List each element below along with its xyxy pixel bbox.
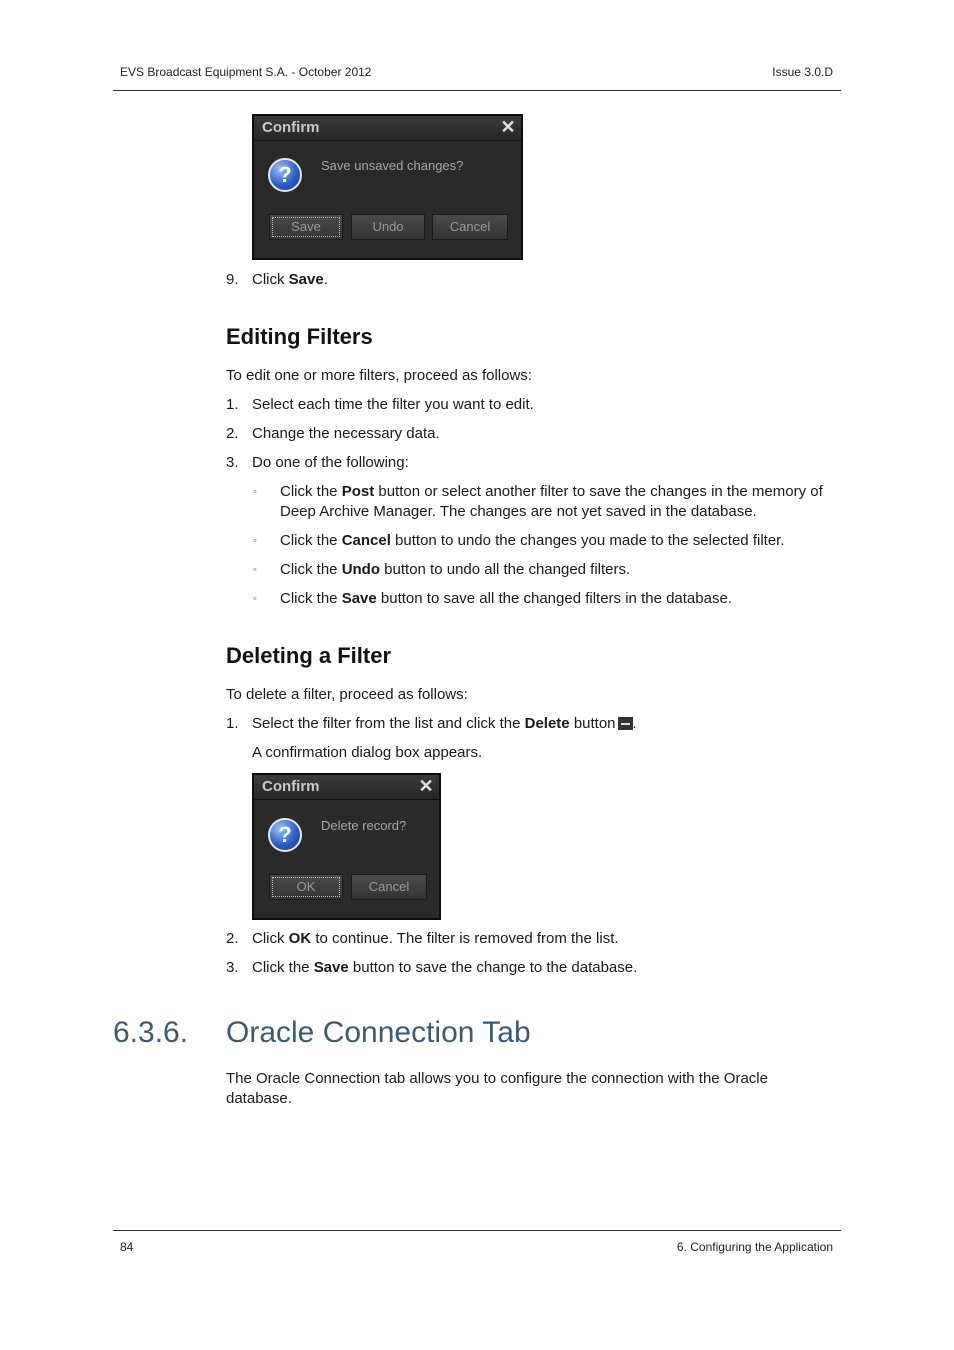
bullet-mark: ◦ <box>253 593 257 605</box>
deleting-step-3 <box>252 958 637 978</box>
step-number: 2. <box>226 425 239 442</box>
step-text-end: . <box>323 271 328 288</box>
bullet-text: Click the <box>280 532 342 549</box>
bullet-cancel <box>280 531 785 551</box>
minus-icon <box>618 717 633 730</box>
step-text-end: . <box>632 715 637 732</box>
deleting-step-2 <box>252 929 619 949</box>
header-left: EVS Broadcast Equipment S.A. - October 2012 <box>120 65 372 79</box>
bullet-mark: ◦ <box>253 535 257 547</box>
header-right: Issue 3.0.D <box>772 65 833 79</box>
dialog-titlebar <box>254 116 521 141</box>
question-icon: ? <box>268 818 302 852</box>
editing-filters-heading: Editing Filters <box>226 324 373 349</box>
close-icon[interactable]: ✕ <box>500 117 516 137</box>
save-button[interactable]: Save <box>269 214 343 240</box>
undo-button[interactable]: Undo <box>351 214 425 240</box>
dialog-message: Save unsaved changes? <box>321 158 464 173</box>
bullet-text-end: button to undo the changes you made to the selected filter. <box>390 532 785 549</box>
step-text-end: to continue. The filter is removed from the list. <box>311 930 619 947</box>
section-body-line2: database. <box>226 1090 292 1107</box>
editing-step-2: Change the necessary data. <box>252 425 440 442</box>
deleting-intro: To delete a filter, proceed as follows: <box>226 686 468 703</box>
bullet-undo <box>280 560 630 580</box>
bullet-text-end: button to save all the changed filters in the database. <box>376 590 732 607</box>
bold-term: Save <box>288 271 324 288</box>
page-number: 84 <box>120 1240 134 1254</box>
section-body-line1: The Oracle Connection tab allows you to configure the connection with the Oracle <box>226 1070 768 1087</box>
step-text: Select the filter from the list and click the <box>252 715 525 732</box>
cancel-button[interactable]: Cancel <box>351 874 427 900</box>
dialog-message: Delete record? <box>321 818 407 833</box>
confirm-dialog-save <box>252 114 523 260</box>
ok-button[interactable]: OK <box>269 874 343 900</box>
bullet-text: Click the <box>280 561 342 578</box>
confirmation-note: A confirmation dialog box appears. <box>252 744 483 761</box>
bold-term: Cancel <box>341 532 391 549</box>
step-number: 1. <box>226 396 239 413</box>
confirm-dialog-delete <box>252 773 441 920</box>
section-title: Oracle Connection Tab <box>226 1016 531 1049</box>
bullet-text: Click the <box>280 483 342 500</box>
step-text-mid: button <box>569 715 616 732</box>
bullet-post-line2: Deep Archive Manager. The changes are not yet saved in the database. <box>280 503 757 520</box>
step-text: Click <box>252 930 289 947</box>
footer-chapter: 6. Configuring the Application <box>676 1240 833 1254</box>
step-text: Click the <box>252 959 314 976</box>
bold-term: Delete <box>524 715 570 732</box>
editing-intro: To edit one or more filters, proceed as follows: <box>226 367 532 384</box>
section-number: 6.3.6. <box>113 1016 189 1049</box>
close-icon[interactable]: ✕ <box>418 776 434 796</box>
step-text: Click <box>252 271 289 288</box>
dialog-titlebar <box>254 775 439 800</box>
bold-term: Post <box>341 483 375 500</box>
deleting-filter-heading: Deleting a Filter <box>226 643 392 668</box>
header-rule <box>113 90 841 91</box>
question-icon: ? <box>268 158 302 192</box>
bold-term: Save <box>313 959 349 976</box>
bold-term: Undo <box>341 561 381 578</box>
bullet-save <box>280 589 732 609</box>
bold-term: OK <box>288 930 312 947</box>
dialog-title: Confirm <box>262 119 320 136</box>
bullet-text-end: button to undo all the changed filters. <box>380 561 631 578</box>
bullet-text: Click the <box>280 590 342 607</box>
bullet-mark: ◦ <box>253 564 257 576</box>
bold-term: Save <box>341 590 377 607</box>
bullet-mark: ◦ <box>253 486 257 498</box>
step-number: 3. <box>226 959 239 976</box>
step-number: 2. <box>226 930 239 947</box>
step-text-end: button to save the change to the database. <box>348 959 638 976</box>
editing-step-1: Select each time the filter you want to edit. <box>252 396 534 413</box>
step-9-text <box>252 270 328 290</box>
footer-rule <box>113 1230 841 1231</box>
deleting-step-1 <box>252 714 637 734</box>
bullet-post <box>280 482 823 502</box>
step-number: 9. <box>226 271 239 288</box>
step-number: 1. <box>226 715 239 732</box>
bullet-text-end: button or select another filter to save the changes in the memory of <box>374 483 823 500</box>
cancel-button[interactable]: Cancel <box>432 214 508 240</box>
step-number: 3. <box>226 454 239 471</box>
editing-step-3: Do one of the following: <box>252 454 409 471</box>
dialog-title: Confirm <box>262 778 320 795</box>
